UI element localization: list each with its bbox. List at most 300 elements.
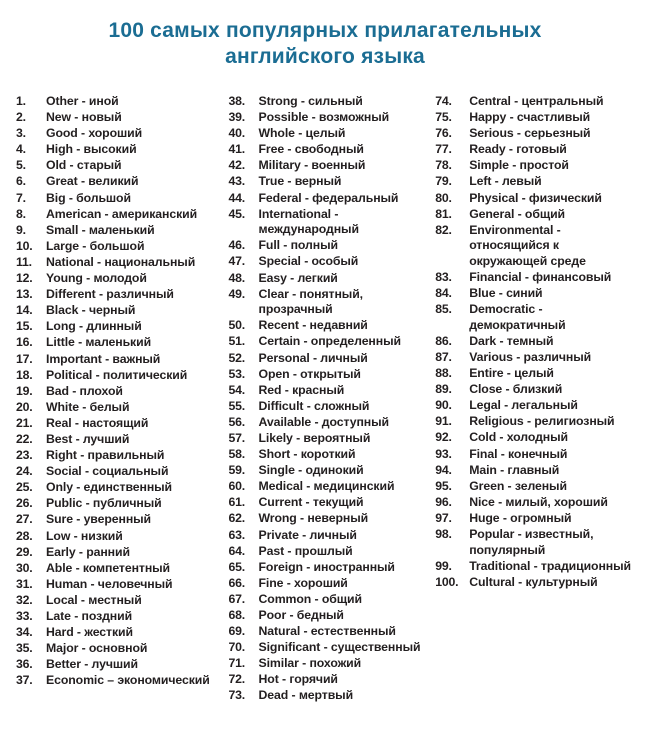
list-item-text: Whole - целый <box>258 126 346 141</box>
list-item <box>229 238 436 254</box>
list-item-number: 19. <box>16 383 33 398</box>
list-item-number: 6. <box>16 174 26 189</box>
list-item-number: 46. <box>228 238 246 253</box>
list-item-text: Able - компетентный <box>46 560 171 575</box>
list-item-number: 15. <box>16 319 33 334</box>
list-item-number: 98. <box>435 527 452 542</box>
list-item-text: High - высокий <box>46 142 137 157</box>
list-item-number: 88. <box>435 366 452 381</box>
list-item <box>435 430 636 446</box>
list-item-text: Hot - горячий <box>258 672 338 687</box>
list-item-number: 13. <box>16 287 33 302</box>
list-item <box>229 511 436 527</box>
list-item-number: 17. <box>16 351 33 366</box>
list-item <box>229 624 436 640</box>
list-item-text: Right - правильный <box>46 448 165 463</box>
list-item-number: 87. <box>435 350 452 364</box>
list-item-text: Central - центральный <box>469 94 604 108</box>
list-item-text: Poor - бедный <box>258 608 344 622</box>
list-item-number: 68. <box>228 608 246 622</box>
list-item <box>229 528 436 544</box>
list-item-text: Cultural - культурный <box>469 574 598 589</box>
list-item-number: 95. <box>435 478 452 493</box>
list-item <box>16 255 229 271</box>
list-item-text: Private - личный <box>258 527 357 542</box>
list-item <box>229 191 436 207</box>
list-item <box>229 608 436 624</box>
list-item-number: 99. <box>435 558 452 573</box>
list-item-number: 92. <box>435 430 452 445</box>
list-item-number: 22. <box>16 431 33 446</box>
list-item-number: 16. <box>16 335 33 350</box>
list-item-text: Hard - жесткий <box>46 625 133 640</box>
list-item <box>16 416 229 432</box>
list-item <box>16 480 229 496</box>
list-item <box>229 367 436 383</box>
list-item-text: Green - зеленый <box>469 478 567 493</box>
list-item-text: Small - маленький <box>46 222 155 237</box>
list-item-text: American - американский <box>46 206 198 221</box>
list-item-number: 65. <box>228 559 246 574</box>
list-item-number: 33. <box>16 609 33 623</box>
list-item-number: 79. <box>435 174 452 189</box>
list-item-number: 18. <box>16 367 33 382</box>
list-item <box>16 239 229 255</box>
list-item-number: 35. <box>16 641 33 656</box>
list-item-text: Long - длинный <box>46 319 142 334</box>
list-item <box>229 656 436 672</box>
list-item-number: 86. <box>435 333 452 348</box>
list-item <box>16 561 229 577</box>
list-item-number: 73. <box>228 688 246 703</box>
list-item-number: 75. <box>435 110 452 125</box>
page-title <box>0 0 650 70</box>
list-item-text: Recent - недавний <box>258 318 368 333</box>
list-item-text: Fine - хороший <box>258 575 348 590</box>
list-item-text: Human - человечный <box>46 576 173 591</box>
list-item-number: 3. <box>16 126 26 141</box>
list-item-text: Early - ранний <box>46 544 130 559</box>
list-item-number: 70. <box>228 640 246 655</box>
list-item-number: 72. <box>228 672 246 687</box>
list-item-number: 96. <box>435 494 452 509</box>
list-item <box>16 496 229 512</box>
list-item-number: 53. <box>228 366 246 381</box>
list-item-text: Popular - известный, популярный <box>469 527 594 557</box>
list-item-text: Huge - огромный <box>469 510 572 525</box>
list-item <box>229 254 436 270</box>
list-item <box>435 270 636 286</box>
list-item-text: Low - низкий <box>46 528 123 543</box>
list-item-number: 41. <box>228 142 246 157</box>
list-item-text: Military - военный <box>258 158 366 173</box>
list-item-text: Traditional - традиционный <box>469 558 631 573</box>
list-item <box>435 94 636 110</box>
list-item-number: 2. <box>16 110 26 125</box>
list-item-number: 47. <box>228 254 246 269</box>
list-item-number: 89. <box>435 382 452 397</box>
list-item <box>16 577 229 593</box>
list-item-text: Full - полный <box>258 238 338 253</box>
list-item-text: Bad - плохой <box>46 383 123 398</box>
list-item-text: Little - маленький <box>46 335 152 350</box>
list-item-number: 71. <box>228 656 246 671</box>
list-item-text: Best - лучший <box>46 431 130 446</box>
list-item <box>435 575 636 591</box>
list-item <box>16 223 229 239</box>
adjective-list <box>0 70 650 705</box>
list-item <box>16 384 229 400</box>
list-item <box>229 463 436 479</box>
list-item-text: Sure - уверенный <box>46 512 152 527</box>
list-item-number: 32. <box>16 592 33 607</box>
list-item <box>229 672 436 688</box>
list-item-text: Left - левый <box>469 174 542 189</box>
list-item-number: 29. <box>16 544 33 559</box>
list-item-text: Different - различный <box>46 287 174 302</box>
list-item-text: Available - доступный <box>258 414 389 429</box>
list-item <box>229 544 436 560</box>
list-item-number: 83. <box>435 270 452 285</box>
list-item <box>229 334 436 350</box>
list-item-number: 5. <box>16 158 26 173</box>
list-item <box>229 207 436 238</box>
list-item-number: 100. <box>435 574 459 589</box>
list-item-text: Other - иной <box>46 94 119 108</box>
list-item-number: 54. <box>228 382 246 397</box>
list-item-text: Main - главный <box>469 462 560 477</box>
list-item <box>16 335 229 351</box>
list-item-number: 45. <box>228 206 246 221</box>
list-item <box>435 302 636 333</box>
list-item-number: 61. <box>228 495 246 510</box>
list-item <box>435 398 636 414</box>
list-item-number: 56. <box>228 414 246 429</box>
list-item-number: 20. <box>16 399 33 414</box>
list-item-number: 34. <box>16 625 33 640</box>
list-item <box>16 673 229 689</box>
list-item-text: Common - общий <box>258 591 362 606</box>
list-item-number: 93. <box>435 446 452 461</box>
list-item-number: 10. <box>16 238 33 253</box>
list-item-text: Great - великий <box>46 174 139 189</box>
list-item-text: New - новый <box>46 110 122 125</box>
list-item-number: 9. <box>16 222 26 237</box>
list-item <box>229 640 436 656</box>
list-item <box>16 545 229 561</box>
list-item-number: 37. <box>16 673 33 688</box>
list-item-number: 28. <box>16 528 33 543</box>
list-item <box>435 158 636 174</box>
list-item <box>435 110 636 126</box>
list-item-number: 40. <box>228 126 246 141</box>
list-item <box>229 495 436 511</box>
list-item-number: 60. <box>228 479 246 494</box>
list-item <box>16 657 229 673</box>
page-title-line-1: 100 самых популярных прилагательных <box>108 19 542 42</box>
list-item <box>435 479 636 495</box>
list-item-number: 97. <box>435 510 452 525</box>
list-item-text: Past - прошлый <box>258 543 353 558</box>
list-item-text: Open - открытый <box>258 366 361 381</box>
list-item-number: 90. <box>435 398 452 413</box>
list-item <box>16 609 229 625</box>
list-item-number: 57. <box>228 430 246 445</box>
list-item-text: Old - старый <box>46 158 122 173</box>
list-item-text: Political - политический <box>46 367 188 382</box>
list-item-text: Difficult - сложный <box>258 398 370 413</box>
list-item <box>435 334 636 350</box>
list-item-text: Real - настоящий <box>46 415 149 430</box>
list-item-number: 27. <box>16 512 33 527</box>
list-item-text: Financial - финансовый <box>469 270 612 285</box>
list-item-text: Red - красный <box>258 382 345 397</box>
list-item <box>16 593 229 609</box>
list-item-number: 80. <box>435 190 452 205</box>
list-item-number: 76. <box>435 126 452 141</box>
list-item <box>229 158 436 174</box>
list-item-text: Happy - счастливый <box>469 110 591 125</box>
list-item <box>16 94 229 110</box>
list-item <box>435 511 636 527</box>
list-item <box>435 174 636 190</box>
list-item-text: Black - черный <box>46 303 136 318</box>
list-item <box>16 207 229 223</box>
list-item-text: Final - конечный <box>469 446 568 461</box>
list-item-number: 48. <box>228 270 246 285</box>
list-item <box>229 560 436 576</box>
list-item-text: Legal - легальный <box>469 398 578 413</box>
list-item <box>16 287 229 303</box>
list-item <box>229 415 436 431</box>
list-item <box>16 368 229 384</box>
list-item-text: Late - поздний <box>46 609 133 623</box>
list-item-number: 94. <box>435 462 452 477</box>
list-item-text: Certain - определенный <box>258 334 401 349</box>
list-item-number: 49. <box>228 286 246 301</box>
list-item-text: Easy - легкий <box>258 270 338 285</box>
list-item-text: True - верный <box>258 174 342 189</box>
list-item <box>229 431 436 447</box>
list-item <box>16 191 229 207</box>
list-item-text: Medical - медицинский <box>258 479 395 494</box>
list-item <box>16 641 229 657</box>
list-item-text: Likely - вероятный <box>258 430 371 445</box>
list-item-number: 38. <box>228 94 246 108</box>
list-item-text: White - белый <box>46 399 130 414</box>
list-item-number: 4. <box>16 142 26 157</box>
list-item-number: 62. <box>228 511 246 526</box>
list-item-number: 64. <box>228 543 246 558</box>
list-item-text: Blue - синий <box>469 286 543 301</box>
list-column-1 <box>16 94 229 689</box>
list-item-number: 7. <box>16 190 26 205</box>
list-item <box>435 223 636 270</box>
list-item-text: Physical - физический <box>469 190 602 205</box>
list-item <box>229 576 436 592</box>
list-item-text: Current - текущий <box>258 495 364 510</box>
list-item <box>435 191 636 207</box>
list-item <box>16 174 229 190</box>
list-item-text: National - национальный <box>46 254 196 269</box>
list-item-text: International - международный <box>258 206 359 237</box>
list-item-number: 91. <box>435 414 452 429</box>
list-item-text: Wrong - неверный <box>258 511 369 526</box>
list-item <box>16 464 229 480</box>
list-item <box>16 319 229 335</box>
list-item-text: Close - близкий <box>469 382 563 397</box>
list-item <box>435 142 636 158</box>
list-item-number: 74. <box>435 94 452 108</box>
list-item-number: 23. <box>16 448 33 463</box>
list-item-number: 24. <box>16 464 33 479</box>
list-item-text: Important - важный <box>46 351 161 366</box>
list-item-number: 39. <box>228 110 246 125</box>
list-item <box>229 174 436 190</box>
list-item-number: 21. <box>16 415 33 430</box>
list-item-number: 81. <box>435 206 452 221</box>
list-item <box>229 318 436 334</box>
list-item <box>16 625 229 641</box>
list-item-text: Significant - существенный <box>258 640 421 655</box>
list-item-text: Strong - сильный <box>258 94 363 108</box>
list-item-number: 78. <box>435 158 452 173</box>
list-item-text: Economic – экономический <box>46 673 210 688</box>
list-item-text: Free - свободный <box>258 142 364 157</box>
list-item-number: 59. <box>228 463 246 478</box>
list-item <box>435 559 636 575</box>
list-item <box>435 286 636 302</box>
list-item <box>229 142 436 158</box>
list-item-number: 52. <box>228 350 246 365</box>
list-item <box>16 158 229 174</box>
list-item-number: 51. <box>228 334 246 349</box>
list-item-number: 26. <box>16 496 33 511</box>
list-column-2 <box>229 94 436 705</box>
list-item <box>229 383 436 399</box>
list-item <box>435 414 636 430</box>
list-item <box>229 110 436 126</box>
list-item-number: 85. <box>435 302 452 317</box>
list-item-text: Big - большой <box>46 190 131 205</box>
list-column-3 <box>435 94 636 591</box>
list-item-text: Entire - целый <box>469 366 554 381</box>
list-item-text: Foreign - иностранный <box>258 559 395 574</box>
list-item <box>435 447 636 463</box>
list-item-text: Better - лучший <box>46 657 138 672</box>
list-item <box>16 400 229 416</box>
list-item-text: Religious - религиозный <box>469 414 615 429</box>
list-item <box>16 448 229 464</box>
list-item-number: 58. <box>228 447 246 462</box>
page-title-line-2: английского языка <box>225 45 425 68</box>
list-item-number: 50. <box>228 318 246 333</box>
list-item-number: 1. <box>16 94 26 108</box>
list-item-text: Natural - естественный <box>258 624 396 639</box>
list-item-text: Personal - личный <box>258 350 368 365</box>
list-item-text: Various - различный <box>469 350 592 364</box>
list-item-number: 55. <box>228 398 246 413</box>
list-item-number: 44. <box>228 190 246 205</box>
list-item <box>229 688 436 704</box>
list-item <box>435 495 636 511</box>
list-item-number: 42. <box>228 158 246 173</box>
list-item-number: 30. <box>16 560 33 575</box>
list-item <box>16 432 229 448</box>
list-item-text: Public - публичный <box>46 496 162 511</box>
list-item-text: Simple - простой <box>469 158 569 173</box>
list-item-number: 63. <box>228 527 246 542</box>
list-item-text: Ready - готовый <box>469 142 567 157</box>
list-item-number: 12. <box>16 271 33 286</box>
list-item <box>435 463 636 479</box>
list-item <box>229 447 436 463</box>
list-item <box>16 110 229 126</box>
list-item-text: Clear - понятный, прозрачный <box>258 286 363 317</box>
list-item <box>16 271 229 287</box>
list-item-number: 36. <box>16 657 33 672</box>
list-item <box>16 352 229 368</box>
list-item-text: Democratic - демократичный <box>469 302 566 332</box>
list-item-text: Social - социальный <box>46 464 169 479</box>
list-item-text: Young - молодой <box>46 271 147 286</box>
list-item-text: Cold - холодный <box>469 430 568 445</box>
list-item-text: Dead - мертвый <box>258 688 354 703</box>
list-item <box>16 529 229 545</box>
list-item-number: 67. <box>228 591 246 606</box>
list-item-number: 43. <box>228 174 246 189</box>
list-item-text: Single - одинокий <box>258 463 364 478</box>
list-item <box>16 303 229 319</box>
list-item <box>16 126 229 142</box>
list-item-text: Possible - возможный <box>258 110 390 125</box>
list-item-text: Similar - похожий <box>258 656 362 671</box>
list-item-number: 66. <box>228 575 246 590</box>
list-item-text: Dark - темный <box>469 333 554 348</box>
list-item-text: Short - короткий <box>258 447 356 462</box>
list-item-text: Major - основной <box>46 641 148 656</box>
list-item <box>435 366 636 382</box>
list-item <box>435 350 636 366</box>
list-item <box>16 142 229 158</box>
list-item <box>229 399 436 415</box>
list-item <box>435 382 636 398</box>
list-item-number: 69. <box>228 624 246 639</box>
list-item-text: Federal - федеральный <box>258 190 399 205</box>
list-item-text: Nice - милый, хороший <box>469 494 608 509</box>
list-item <box>229 351 436 367</box>
list-item-text: General - общий <box>469 206 566 221</box>
list-item <box>229 479 436 495</box>
list-item-text: Environmental - относящийся к окружающей среде <box>469 222 586 268</box>
list-item-number: 11. <box>16 254 32 269</box>
list-item-number: 31. <box>16 576 33 591</box>
list-item-number: 84. <box>435 286 452 301</box>
list-item-text: Special - особый <box>258 254 359 269</box>
list-item <box>435 207 636 223</box>
list-item-number: 14. <box>16 303 33 318</box>
list-item-number: 25. <box>16 480 33 495</box>
list-item-number: 8. <box>16 206 26 221</box>
list-item <box>435 126 636 142</box>
list-item-text: Serious - серьезный <box>469 126 591 141</box>
list-item <box>229 94 436 110</box>
list-item-text: Local - местный <box>46 592 142 607</box>
list-item <box>229 126 436 142</box>
list-item <box>229 592 436 608</box>
list-item-text: Only - единственный <box>46 480 173 495</box>
list-item <box>435 527 636 558</box>
